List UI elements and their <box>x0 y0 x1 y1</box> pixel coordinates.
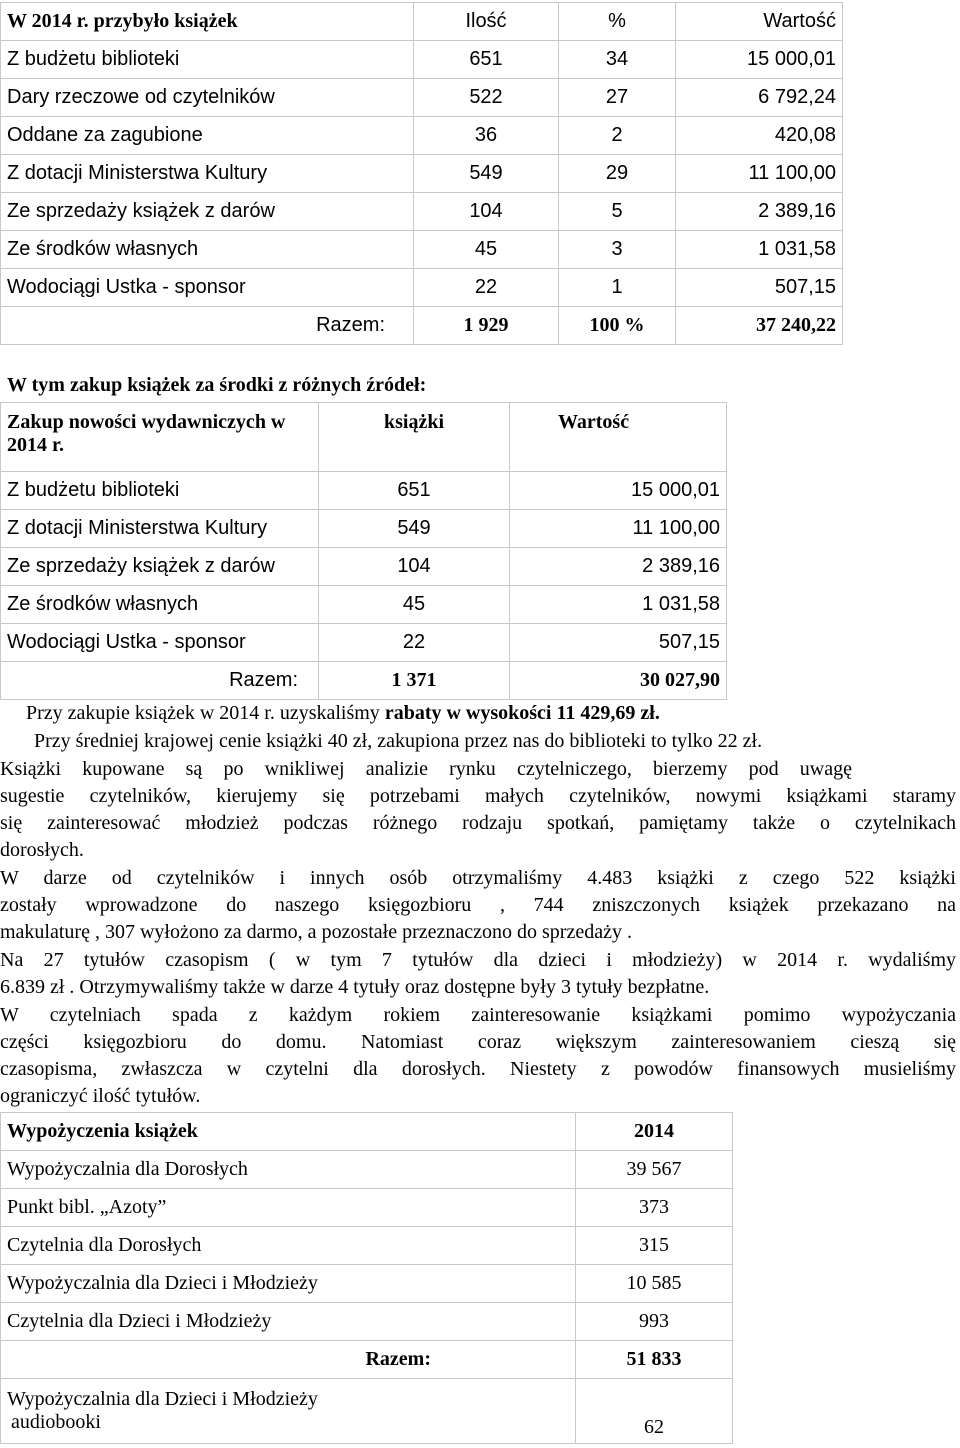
cell: Wodociągi Ustka - sponsor <box>1 624 319 662</box>
donations-line: makulaturę , 307 wyłożono za darmo, a pozostałe przeznaczono do sprzedaży . <box>0 921 632 943</box>
cell: 1 031,58 <box>676 231 843 269</box>
total-label: Razem: <box>1 307 414 345</box>
cell: 2 389,16 <box>510 548 727 586</box>
cell: 45 <box>319 586 510 624</box>
table-row <box>1 624 727 662</box>
analysis-line: sugestie czytelników, kierujemy się potrzebami małych czytelników, nowymi książkami staramy <box>0 785 956 807</box>
cell: Z budżetu biblioteki <box>1 41 414 79</box>
acquisitions-table <box>0 2 843 345</box>
discount-paragraph <box>26 700 926 727</box>
table-row <box>1 1151 733 1189</box>
header-cell: Wartość <box>676 3 843 41</box>
header-cell: % <box>559 3 676 41</box>
cell: 10 585 <box>576 1265 733 1303</box>
cell: Ze środków własnych <box>1 586 319 624</box>
price-paragraph: Przy średniej krajowej cenie książki 40 zł, zakupiona przez nas do biblioteki to tylko 22 zł. <box>34 730 763 752</box>
cell: 315 <box>576 1227 733 1265</box>
total-value: 37 240,22 <box>676 307 843 345</box>
cell: 34 <box>559 41 676 79</box>
reading-rooms-line: ograniczyć ilość tytułów. <box>0 1085 201 1107</box>
table-row <box>1 155 843 193</box>
cell: 11 100,00 <box>510 510 727 548</box>
cell: 2 389,16 <box>676 193 843 231</box>
cell: 420,08 <box>676 117 843 155</box>
cell: 29 <box>559 155 676 193</box>
table-row <box>1 1189 733 1227</box>
donations-line: zostały wprowadzone do naszego księgozbioru , 744 zniszczonych książek przekazano na <box>0 894 956 916</box>
cell: 15 000,01 <box>510 472 727 510</box>
table-header-row <box>1 403 727 472</box>
reading-rooms-line: czasopisma, zwłaszcza w czytelni dla dorosłych. Niestety z powodów finansowych musieliśmy <box>0 1058 956 1080</box>
cell: 36 <box>414 117 559 155</box>
reading-rooms-line: W czytelniach spada z każdym rokiem zainteresowanie książkami pomimo wypożyczania <box>0 1004 956 1026</box>
cell: 507,15 <box>676 269 843 307</box>
audiobook-row-label: Wypożyczalnia dla Dzieci i Młodzieży <box>7 1388 318 1410</box>
cell: 1 031,58 <box>510 586 727 624</box>
table-header-row <box>1 1113 733 1151</box>
total-label: Razem: <box>1 1341 576 1379</box>
cell: Z dotacji Ministerstwa Kultury <box>1 155 414 193</box>
cell: Czytelnia dla Dorosłych <box>1 1227 576 1265</box>
table-row <box>1 269 843 307</box>
cell: 104 <box>319 548 510 586</box>
cell: 2 <box>559 117 676 155</box>
table-header-row <box>1 3 843 41</box>
table-row <box>1 231 843 269</box>
cell: Oddane za zagubione <box>1 117 414 155</box>
cell: 549 <box>414 155 559 193</box>
header-cell: książki <box>319 403 510 472</box>
cell: 1 <box>559 269 676 307</box>
new-releases-table <box>0 402 727 700</box>
donations-line: W darze od czytelników i innych osób otrzymaliśmy 4.483 książki z czego 522 książki <box>0 867 956 889</box>
analysis-line: dorosłych. <box>0 839 84 861</box>
table-row <box>1 41 843 79</box>
loans-table <box>0 1112 733 1444</box>
header-cell: Wartość <box>510 403 727 472</box>
cell: 522 <box>414 79 559 117</box>
header-cell: Ilość <box>414 3 559 41</box>
total-label: Razem: <box>1 662 319 700</box>
table-row <box>1 1379 733 1444</box>
cell: Ze sprzedaży książek z darów <box>1 193 414 231</box>
table-row <box>1 1265 733 1303</box>
table-row <box>1 193 843 231</box>
total-row <box>1 1341 733 1379</box>
cell: 993 <box>576 1303 733 1341</box>
cell: Ze środków własnych <box>1 231 414 269</box>
table-row <box>1 586 727 624</box>
cell: 104 <box>414 193 559 231</box>
cell <box>1 1379 576 1444</box>
total-row <box>1 662 727 700</box>
cell: 15 000,01 <box>676 41 843 79</box>
table-row <box>1 117 843 155</box>
table-row <box>1 79 843 117</box>
cell: 11 100,00 <box>676 155 843 193</box>
cell: 22 <box>319 624 510 662</box>
total-value: 51 833 <box>576 1341 733 1379</box>
cell: 651 <box>319 472 510 510</box>
total-row <box>1 307 843 345</box>
total-percent: 100 % <box>559 307 676 345</box>
total-value: 30 027,90 <box>510 662 727 700</box>
cell: 3 <box>559 231 676 269</box>
header-cell: W 2014 r. przybyło książek <box>1 3 414 41</box>
cell: Dary rzeczowe od czytelników <box>1 79 414 117</box>
section-heading: W tym zakup książek za środki z różnych źródeł: <box>7 374 427 396</box>
cell: 62 <box>576 1379 733 1444</box>
table-row <box>1 510 727 548</box>
total-count: 1 371 <box>319 662 510 700</box>
table-row <box>1 1303 733 1341</box>
cell: 651 <box>414 41 559 79</box>
table-row <box>1 548 727 586</box>
cell: 39 567 <box>576 1151 733 1189</box>
cell: 549 <box>319 510 510 548</box>
header-cell: 2014 <box>576 1113 733 1151</box>
cell: 45 <box>414 231 559 269</box>
cell: Czytelnia dla Dzieci i Młodzieży <box>1 1303 576 1341</box>
table-row <box>1 472 727 510</box>
analysis-line: się zainteresować młodzież podczas różnego rodzaju spotkań, pamiętamy także o czytelnikach <box>0 812 956 834</box>
reading-rooms-line: części księgozbioru do domu. Natomiast coraz większym zainteresowaniem cieszą się <box>0 1031 956 1053</box>
cell: Ze sprzedaży książek z darów <box>1 548 319 586</box>
cell: 22 <box>414 269 559 307</box>
cell: Wypożyczalnia dla Dzieci i Młodzieży <box>1 1265 576 1303</box>
cell: 373 <box>576 1189 733 1227</box>
cell: Wypożyczalnia dla Dorosłych <box>1 1151 576 1189</box>
audiobook-row-sublabel: audiobooki <box>11 1411 101 1433</box>
cell: Wodociągi Ustka - sponsor <box>1 269 414 307</box>
header-cell: Zakup nowości wydawniczych w 2014 r. <box>1 403 319 472</box>
analysis-line: Książki kupowane są po wnikliwej analizie rynku czytelniczego, bierzemy pod uwagę <box>0 758 852 780</box>
cell: 507,15 <box>510 624 727 662</box>
total-count: 1 929 <box>414 307 559 345</box>
cell: 27 <box>559 79 676 117</box>
header-cell: Wypożyczenia książek <box>1 1113 576 1151</box>
cell: Punkt bibl. „Azoty” <box>1 1189 576 1227</box>
periodicals-line: Na 27 tytułów czasopism ( w tym 7 tytułów dla dzieci i młodzieży) w 2014 r. wydaliśmy <box>0 949 956 971</box>
discount-amount: rabaty w wysokości 11 429,69 zł. <box>384 702 660 724</box>
cell: Z dotacji Ministerstwa Kultury <box>1 510 319 548</box>
cell: Z budżetu biblioteki <box>1 472 319 510</box>
periodicals-line: 6.839 zł . Otrzymywaliśmy także w darze 4 tytuły oraz dostępne były 3 tytuły bezpłatne. <box>0 976 710 998</box>
discount-text: Przy zakupie książek w 2014 r. uzyskaliśmy <box>26 702 385 724</box>
cell: 5 <box>559 193 676 231</box>
table-row <box>1 1227 733 1265</box>
cell: 6 792,24 <box>676 79 843 117</box>
